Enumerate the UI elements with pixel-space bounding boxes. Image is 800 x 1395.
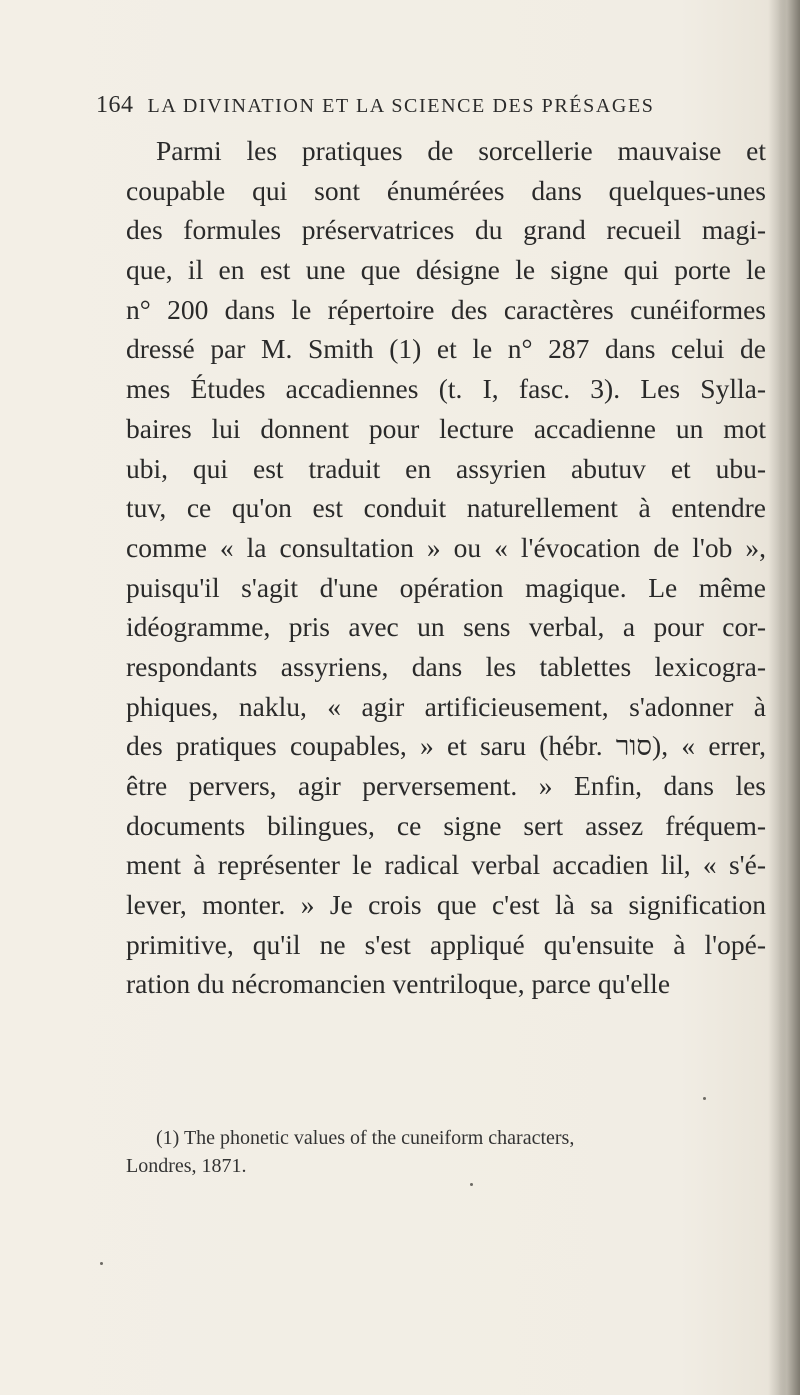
page-gutter-shadow xyxy=(778,0,800,1395)
text-line: ment à représenter le radical verbal accadien lil, « s'é- xyxy=(126,849,766,881)
text-line: documents bilingues, ce signe sert assez fréquem- xyxy=(126,809,766,841)
ink-speck xyxy=(100,1262,103,1265)
text-line: être pervers, agir perversement. » Enfin, dans les xyxy=(126,770,766,801)
page-number: 164 xyxy=(96,92,134,118)
footnote xyxy=(126,1124,766,1180)
text-line: lever, monter. » Je crois que c'est là sa signification xyxy=(126,889,766,921)
text-line: n° 200 dans le répertoire des caractères cunéiformes xyxy=(126,293,766,325)
main-text xyxy=(126,131,766,1004)
text-line: ubi, qui est traduit en assyrien abutuv et ubu- xyxy=(126,452,766,484)
text-line: Parmi les pratiques de sorcellerie mauvaise et xyxy=(156,135,766,166)
text-line: mes Études accadiennes (t. I, fasc. 3). Les Sylla- xyxy=(126,373,766,405)
text-line: ration du nécromancien ventriloque, parce qu'elle xyxy=(126,968,671,1000)
ink-speck xyxy=(470,1183,473,1186)
text-line: dressé par M. Smith (1) et le n° 287 dans celui de xyxy=(126,333,766,365)
running-title: LA DIVINATION ET LA SCIENCE DES PRÉSAGES xyxy=(147,95,655,117)
text-line: baires lui donnent pour lecture accadienne un mot xyxy=(126,412,766,444)
text-line: coupable qui sont énumérées dans quelques-unes xyxy=(126,174,766,206)
text-line: idéogramme, pris avec un sens verbal, a pour cor- xyxy=(126,611,766,643)
text-line: comme « la consultation » ou « l'évocation de l'ob », xyxy=(126,531,766,563)
text-line: des pratiques coupables, » et saru (hébr. סור), « errer, xyxy=(126,730,766,762)
footnote-line: (1) The phonetic values of the cuneiform characters, xyxy=(156,1127,575,1149)
text-line: respondants assyriens, dans les tablettes lexicogra- xyxy=(126,650,766,682)
running-header xyxy=(96,92,736,119)
text-line: phiques, naklu, « agir artificieusement, s'adonner à xyxy=(126,690,766,722)
text-line: que, il en est une que désigne le signe qui porte le xyxy=(126,254,766,286)
ink-speck xyxy=(703,1097,706,1100)
text-line: primitive, qu'il ne s'est appliqué qu'ensuite à l'opé- xyxy=(126,928,766,960)
footnote-line: Londres, 1871. xyxy=(126,1155,247,1177)
text-line: tuv, ce qu'on est conduit naturellement à entendre xyxy=(126,492,766,524)
text-line: puisqu'il s'agit d'une opération magique. Le même xyxy=(126,571,766,603)
text-line: des formules préservatrices du grand recueil magi- xyxy=(126,214,766,246)
